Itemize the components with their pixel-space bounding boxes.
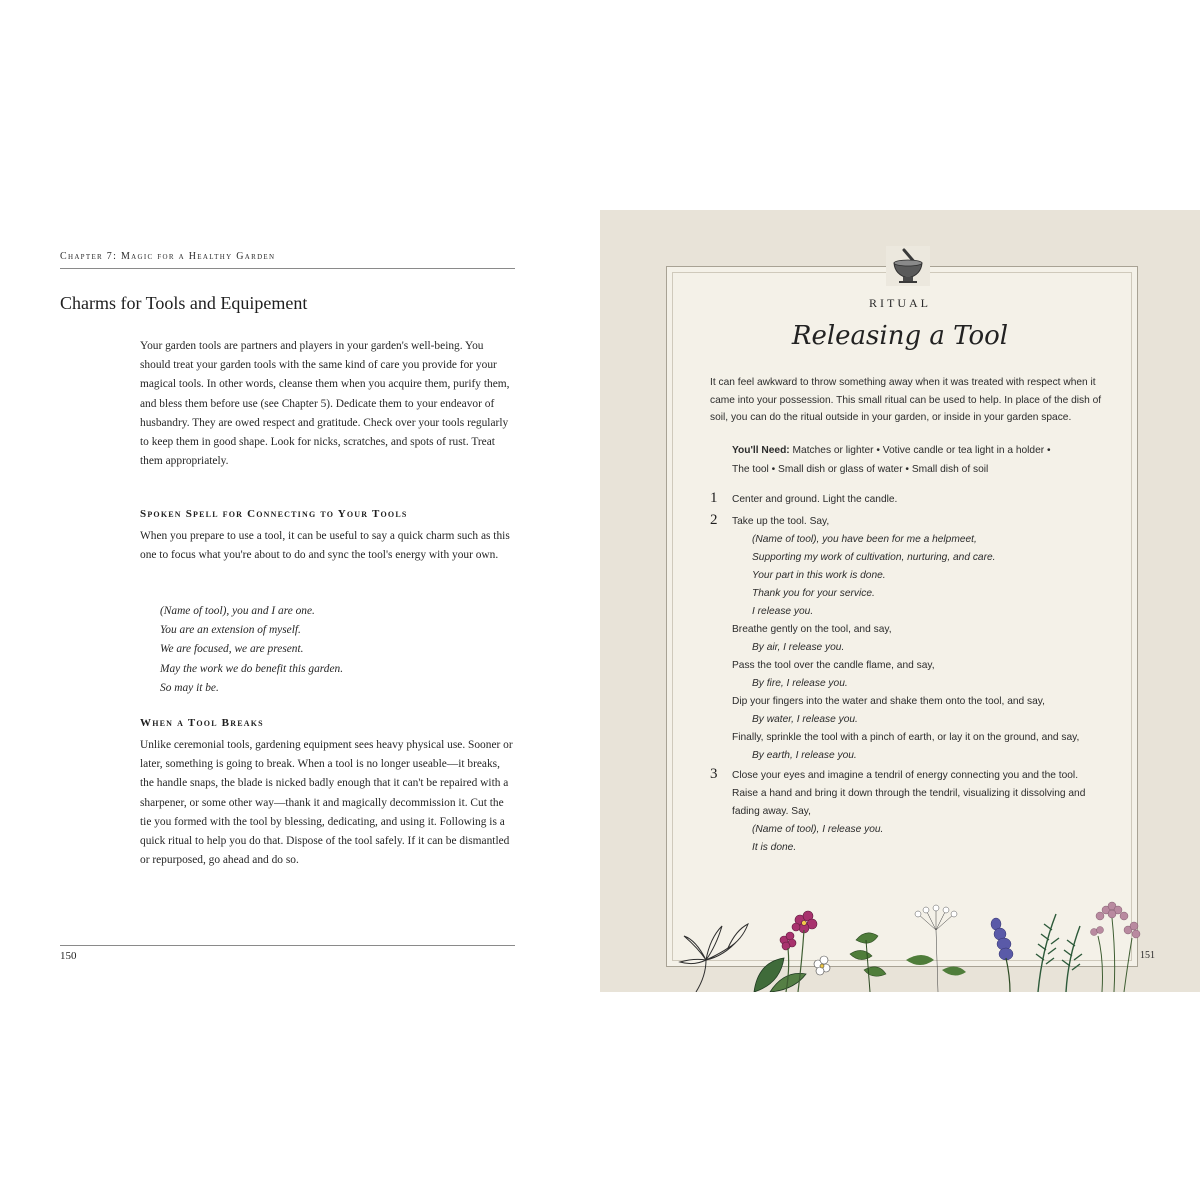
lily-icon [680,924,748,992]
needs-line: Matches or lighter • Votive candle or tea light in a holder • [792,445,1051,456]
verse-line: (Name of tool), you have been for me a helpmeet, [752,534,977,545]
pink-flower-icon [780,911,817,950]
header-rule [60,268,515,269]
intro-paragraph: Your garden tools are partners and players in your garden's well-being. You should treat your garden tools with the same kind of care you provide for your magical tools. In other words, cleanse them when you acquire them, purify them, and bless them before use (see Chapter 5). Dedicate them to your endeavor of husbandry. They are owed respect and gratitude. Check over your tools regularly to keep them in good shape. Look for nicks, scratches, and spots of rust. Treat them appropriately. [140,340,510,468]
spell-heading: Spoken Spell for Connecting to Your Tools [140,508,408,520]
footer-rule [60,945,515,946]
step-number: 3 [710,766,718,782]
step-text: Center and ground. Light the candle. [732,494,898,505]
step-text: Breathe gently on the tool, and say, [732,624,892,635]
ritual-intro: It can feel awkward to throw something away when it was treated with respect when it came into your possession. This small ritual can be used to help. In place of the dish of soil, you can do the ritual outside in your garden, or inside in your garden space. [710,377,1102,424]
verse-line: By fire, I release you. [752,678,848,689]
white-flower-icon [814,956,830,975]
spell-line: So may it be. [160,681,219,694]
step-number: 2 [710,512,718,528]
spell-verse [160,602,343,698]
ritual-needs [732,441,1102,479]
verse-line: I release you. [752,606,814,617]
needs-label: You'll Need: [732,445,790,456]
step-text: Dip your fingers into the water and shake them onto the tool, and say, [732,696,1045,707]
spell-intro: When you prepare to use a tool, it can be useful to say a quick charm such as this one to focus what you're about to do and sync the tool's energy with your own. [140,530,510,562]
step-text: Pass the tool over the candle flame, and say, [732,660,935,671]
section-title: Charms for Tools and Equipement [60,293,308,313]
verse-line: By earth, I release you. [752,750,857,761]
lupine-icon [991,918,1013,960]
step-text: Raise a hand and bring it down through the tendril, visualizing it dissolving and [732,788,1086,799]
page-number-left: 150 [60,950,77,962]
step-text: Take up the tool. Say, [732,516,830,527]
running-head: Chapter 7: Magic for a Healthy Garden [60,251,276,262]
needs-line: The tool • Small dish or glass of water • Small dish of soil [732,464,989,475]
ritual-label: RITUAL [869,296,931,310]
step-number: 1 [710,490,718,506]
spell-line: (Name of tool), you and I are one. [160,605,315,617]
verse-line: Your part in this work is done. [752,570,886,581]
verse-line: It is done. [752,842,797,853]
botanical-illustration [666,900,1166,992]
verse-line: By water, I release you. [752,714,858,725]
right-page [600,210,1200,992]
verse-line: Supporting my work of cultivation, nurturing, and care. [752,552,996,563]
verse-line: (Name of tool), I release you. [752,824,884,835]
page-number-right: 151 [1140,950,1155,961]
verse-line: Thank you for your service. [752,588,875,599]
rosemary-icon [1036,914,1082,992]
step-text: Close your eyes and imagine a tendril of energy connecting you and the tool. [732,770,1079,781]
yarrow-icon [1091,902,1141,938]
mortar-pestle-icon [886,246,930,286]
step-text: Finally, sprinkle the tool with a pinch of earth, or lay it on the ground, and say, [732,732,1080,743]
verse-line: By air, I release you. [752,642,845,653]
step-text: fading away. Say, [732,806,811,817]
break-paragraph: Unlike ceremonial tools, gardening equipment sees heavy physical use. Sooner or later, something is going to break. When a tool is no longer useable—it breaks, the handle snaps, the blade is nicked badly enough that it can't be repaired with a sharpener, or some other way—thank it and magically decommission it. Cut the tie you formed with the tool by blessing, dedicating, and using it. Following is a quick ritual to help you do that. Dispose of the tool safely. If it can be dismantled or repurposed, go ahead and do so. [140,739,513,867]
break-heading: When a Tool Breaks [140,717,264,729]
spell-line: We are focused, we are present. [160,643,304,656]
spell-line: May the work we do benefit this garden. [160,662,344,675]
umbel-flower-icon [918,908,954,992]
spell-line: You are an extension of myself. [160,624,301,637]
ritual-title: Releasing a Tool [791,321,1009,351]
